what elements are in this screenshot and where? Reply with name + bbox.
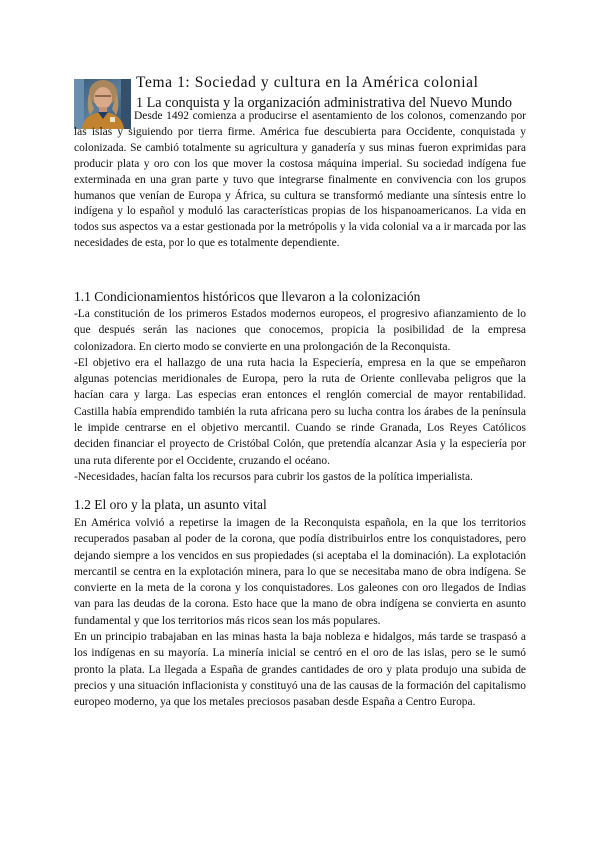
paragraph: -El objetivo era el hallazgo de una ruta hacia la Especiería, empresa en la que se empeñaron algunas potencias meridionales de Europa, pero la ruta de Oriente conllevaba peligros que la hacían cara y larga. Las especias eran entonces el renglón comercial de mayor rentabilidad. Castilla había emprendido también la ruta africana pero su lucha contra los árabes de la península le impide centrarse en el objetivo mercantil. Cuando se rinde Granada, Los Reyes Católicos deciden financiar el proyecto de Cristóbal Colón, que pretendía alcanzar Asia y la especiería por una ruta diferente por el Occidente, cruzando el océano. — [74, 356, 526, 467]
paragraph: En América volvió a repetirse la imagen de la Reconquista española, en la que los territorios recuperados pasaban al poder de la corona, que podía distribuirlos entre los conquistadores, pero dejando siempre a los vencidos en sus propiedades (si aceptaba el la dominación). La explotación mercantil se centra en la explotación minera, para lo que se necesitaba mano de obra indígena. Se convierte en la meta de la corona y los conquistadores. Los galeones con oro llegados de Indias van para las deudas de la corona. Esto hace que la mano de obra indígena se convierta en asunto fundamental y que los territorios más ricos sean los más populares. — [74, 517, 526, 627]
paragraph: -La constitución de los primeros Estados modernos europeos, el progresivo afianzamiento de lo que después serán las naciones que conocemos, propicia la posibilidad de la empresa colonizadora. En cierto modo se convierte en una prolongación de la Reconquista. — [74, 308, 526, 353]
paragraph: -Necesidades, hacían falta los recursos para cubrir los gastos de la política imperialista. — [74, 470, 473, 483]
section-heading-1-2: 1.2 El oro y la plata, un asunto vital — [74, 497, 267, 512]
section-title: 1 La conquista y la organización administrativa del Nuevo Mundo — [136, 95, 513, 111]
intro-paragraph: Desde 1492 comienza a producirse el asentamiento de los colonos, comenzando por las islas y siguiendo por tierra firme. América fue descubierta para Occidente, conquistada y colonizada. Se cambió totalmente su agricultura y ganadería y sus minas fueron exprimidas para producir plata y oro con los que mover la costosa máquina imperial. Su sociedad indígena fue exterminada en una gran parte y tuvo que integrarse finalmente en convivencia con los grupos humanos que venían de Europa y África, su cultura se transformó mediante una síntesis entre lo indígena y lo español y moduló las características propias de los hispanoamericanos. La vida en todos sus aspectos va a estar gestionada por la metrópolis y la vida colonial va a ir marcada por las necesidades de esta, por lo que es totalmente dependiente. — [74, 110, 526, 250]
section-heading-1-1: 1.1 Condicionamientos históricos que llevaron a la colonización — [74, 289, 421, 304]
page-title: Tema 1: Sociedad y cultura en la América colonial — [136, 74, 479, 91]
paragraph: En un principio trabajaban en las minas hasta la baja nobleza e hidalgos, más tarde se traspasó a los indígenas en su mayoría. La minería inicial se centró en el oro de las islas, pero se le sumó pronto la plata. La llegada a España de grandes cantidades de oro y plata produjo una subida de precios y una situación inflacionista y constituyó una de las causas de la formación del capitalismo europeo moderno, ya que los metales preciosos pasaban desde España a Centro Europa. — [74, 631, 526, 709]
section-body-1-2 — [74, 515, 526, 711]
section-body-1-1 — [74, 306, 526, 485]
